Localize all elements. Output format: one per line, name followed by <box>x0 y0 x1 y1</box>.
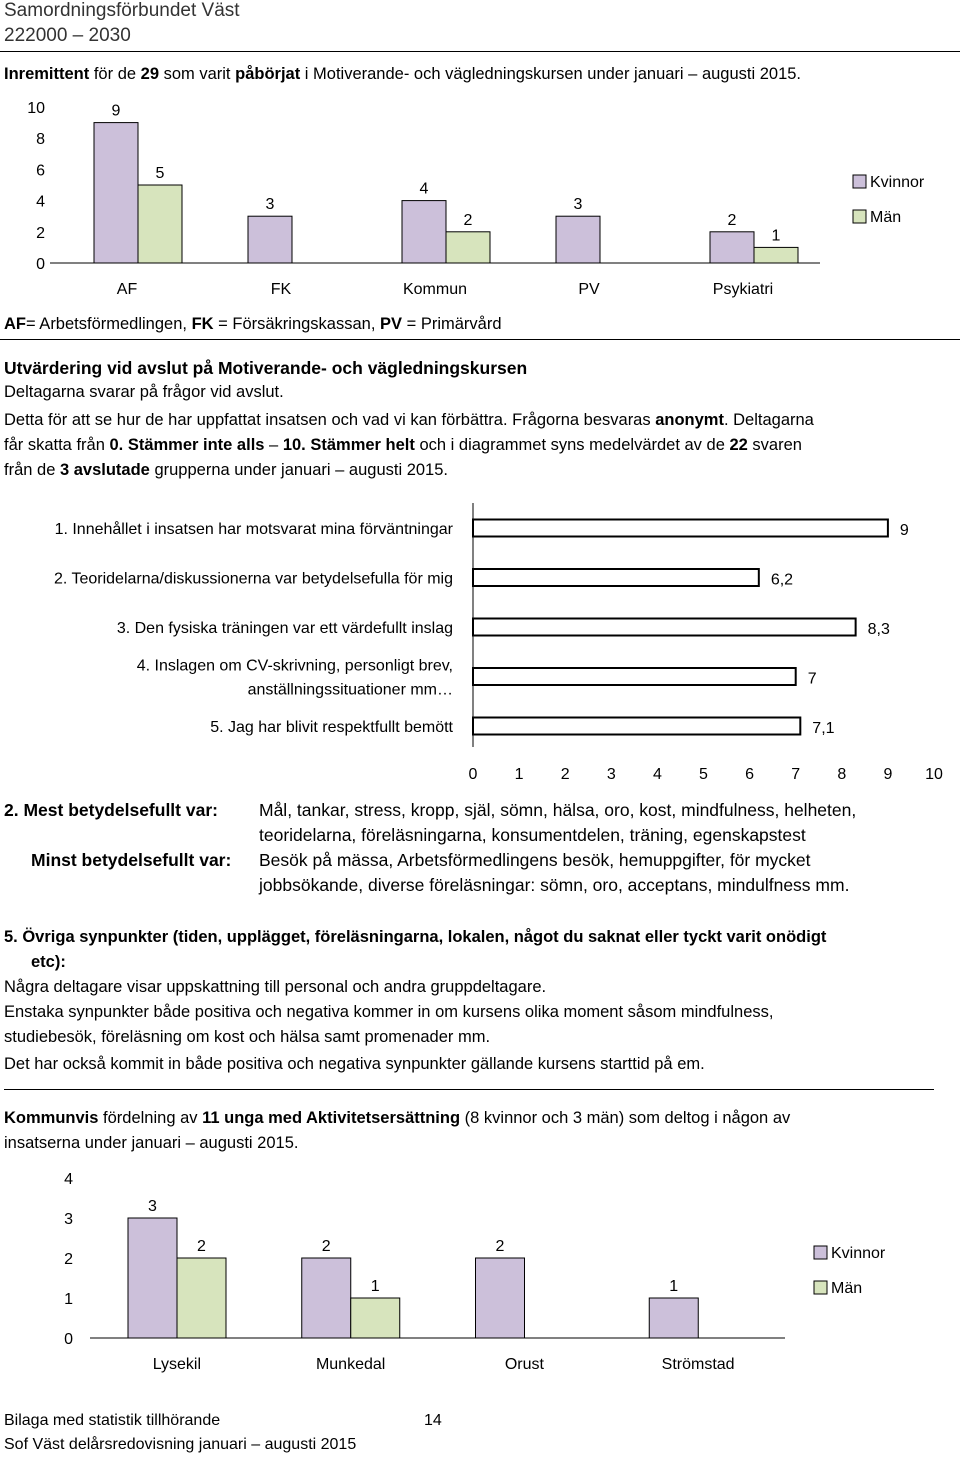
bar-average <box>473 668 796 685</box>
y-tick-label: 2 <box>64 1251 73 1268</box>
data-label: 7 <box>807 670 817 688</box>
legend-swatch-kvinnor <box>814 1246 827 1259</box>
data-label: 2 <box>727 211 737 229</box>
comment-paragraph-3: Det har också kommit in både positiva och negativa synpunkter gällande kursens starttid på em. <box>4 1055 705 1073</box>
category-label: 1. Innehållet i insatsen har motsvarat mina förväntningar <box>54 521 453 538</box>
comment-paragraph-2a: Enstaka synpunkter både positiva och negativa kommer in om kursens olika moment såsom mindfulness, <box>4 1003 774 1021</box>
x-tick-label: 5 <box>699 766 708 783</box>
data-label: 5 <box>155 165 165 182</box>
least-significant-label: Minst betydelsefullt var: <box>31 850 232 870</box>
data-label: 6,2 <box>770 571 794 589</box>
evaluation-line-4: från de 3 avslutade grupperna under januari – augusti 2015. <box>4 461 448 479</box>
abbrev-legend: AF= Arbetsförmedlingen, FK = Försäkringskassan, PV = Primärvård <box>4 315 502 333</box>
category-label: 5. Jag har blivit respektfullt bemött <box>210 719 453 736</box>
y-tick-label: 10 <box>27 100 45 117</box>
x-category-label: Orust <box>504 1356 544 1373</box>
legend-swatch-man <box>814 1281 827 1294</box>
data-label: 1 <box>771 227 781 245</box>
x-tick-label: 9 <box>883 766 893 783</box>
bar-average <box>473 619 856 636</box>
y-tick-label: 3 <box>64 1211 73 1228</box>
bar-man <box>446 232 490 263</box>
x-category-label: Kommun <box>402 281 468 298</box>
x-tick-label: 6 <box>745 766 755 783</box>
y-tick-label: 1 <box>64 1291 73 1308</box>
bar-man <box>754 247 798 263</box>
bar-kvinnor <box>248 216 292 263</box>
bar-average <box>473 520 888 537</box>
comment-paragraph-2b: studiebesök, föreläsning om kost och hälsa samt promenader mm. <box>4 1028 491 1046</box>
legend-label: Män <box>831 1280 863 1297</box>
y-tick-label: 4 <box>64 1171 73 1188</box>
other-comments-heading-2: etc): <box>31 953 66 971</box>
x-category-label: Psykiatri <box>712 281 774 298</box>
category-label: 3. Den fysiska träningen var ett värdefullt inslag <box>116 620 453 637</box>
x-tick-label: 8 <box>837 766 847 783</box>
y-tick-label: 0 <box>36 256 45 273</box>
data-label: 1 <box>370 1278 380 1295</box>
data-label: 9 <box>111 102 121 120</box>
data-label: 2 <box>321 1238 331 1255</box>
data-label: 8,3 <box>867 621 890 638</box>
data-label: 4 <box>419 180 429 198</box>
bar-man <box>138 185 182 263</box>
bar-man <box>177 1258 226 1338</box>
bar-kvinnor <box>128 1218 177 1338</box>
x-category-label: PV <box>578 281 600 298</box>
header-org: Samordningsförbundet Väst <box>4 0 240 21</box>
footer-line-1: Bilaga med statistik tillhörande <box>4 1412 221 1429</box>
x-category-label: Lysekil <box>152 1356 202 1373</box>
comment-paragraph-1: Några deltagare visar uppskattning till personal och andra gruppdeltagare. <box>4 978 547 996</box>
least-significant-text-1: Besök på mässa, Arbetsförmedlingens besök, hemuppgifter, för mycket <box>259 850 811 870</box>
x-tick-label: 1 <box>514 766 524 783</box>
data-label: 3 <box>148 1198 157 1215</box>
evaluation-line-1: Deltagarna svarar på frågor vid avslut. <box>4 383 284 401</box>
data-label: 2 <box>197 1238 206 1255</box>
evaluation-line-3: får skatta från 0. Stämmer inte alls – 10. Stämmer helt och i diagrammet syns medelvärdet av de 22 svaren <box>4 436 802 454</box>
x-category-label: AF <box>116 281 138 298</box>
least-significant-text-2: jobbsökande, diverse föreläsningar: sömn, oro, acceptans, mindulfness mm. <box>259 875 850 895</box>
y-tick-label: 8 <box>36 131 45 149</box>
x-tick-label: 0 <box>468 766 478 783</box>
evaluation-heading: Utvärdering vid avslut på Motiverande- och vägledningskursen <box>4 358 528 378</box>
x-tick-label: 7 <box>791 766 801 783</box>
bar-average <box>473 718 800 735</box>
category-label: 4. Inslagen om CV-skrivning, personligt brev, <box>136 657 453 675</box>
header-divider <box>0 51 960 52</box>
data-label: 1 <box>669 1278 679 1295</box>
municipal-title-1: Kommunvis fördelning av 11 unga med Aktivitetsersättning (8 kvinnor och 3 män) som deltog i någon av <box>4 1109 791 1127</box>
x-category-label: FK <box>270 281 292 298</box>
legend-swatch-kvinnor <box>853 175 866 188</box>
category-label: anställningssituationer mm… <box>247 681 453 699</box>
section-divider-1 <box>0 339 960 340</box>
bar-kvinnor <box>649 1298 698 1338</box>
data-label: 3 <box>573 196 583 214</box>
most-significant-text-2: teoridelarna, föreläsningarna, konsumentdelen, träning, egenskapstest <box>259 825 806 845</box>
page-number: 14 <box>424 1412 442 1429</box>
y-tick-label: 2 <box>36 224 45 242</box>
x-tick-label: 4 <box>652 766 662 783</box>
bar-kvinnor <box>94 123 138 263</box>
referral-chart <box>0 90 960 305</box>
municipal-title-2: insatserna under januari – augusti 2015. <box>4 1134 299 1152</box>
data-label: 3 <box>265 196 275 214</box>
data-label: 2 <box>495 1238 505 1255</box>
bar-kvinnor <box>556 216 600 263</box>
most-significant-text-1: Mål, tankar, stress, kropp, själ, sömn, hälsa, oro, kost, mindfulness, helheten, <box>259 800 857 820</box>
legend-label: Kvinnor <box>870 174 925 191</box>
section-divider-2 <box>4 1089 934 1090</box>
x-tick-label: 2 <box>560 766 570 783</box>
y-tick-label: 4 <box>36 193 45 211</box>
evaluation-line-2: Detta för att se hur de har uppfattat insatsen och vad vi kan förbättra. Frågorna besvaras anonymt. Deltagarna <box>4 411 814 429</box>
bar-man <box>351 1298 400 1338</box>
section1-title: Inremittent för de 29 som varit påbörjat i Motiverande- och vägledningskursen under januari – augusti 2015. <box>4 65 802 83</box>
x-category-label: Munkedal <box>315 1356 386 1373</box>
bar-kvinnor <box>710 232 754 263</box>
legend-label: Män <box>870 209 902 226</box>
y-tick-label: 0 <box>64 1331 73 1348</box>
legend-swatch-man <box>853 210 866 223</box>
data-label: 2 <box>463 211 473 229</box>
data-label: 7,1 <box>812 720 835 737</box>
bar-average <box>473 569 759 586</box>
other-comments-heading-1: 5. Övriga synpunkter (tiden, upplägget, föreläsningarna, lokalen, något du saknat eller tyckt varit onödigt <box>4 928 827 946</box>
legend-label: Kvinnor <box>831 1245 886 1262</box>
header-period: 222000 – 2030 <box>4 25 131 46</box>
evaluation-chart <box>0 500 960 790</box>
x-tick-label: 10 <box>925 766 943 783</box>
x-tick-label: 3 <box>606 766 616 783</box>
bar-kvinnor <box>302 1258 351 1338</box>
x-category-label: Strömstad <box>661 1356 735 1373</box>
municipal-chart <box>0 1160 960 1385</box>
y-tick-label: 6 <box>36 162 45 180</box>
category-label: 2. Teoridelarna/diskussionerna var betydelsefulla för mig <box>53 570 453 588</box>
bar-kvinnor <box>476 1258 525 1338</box>
most-significant-label: 2. Mest betydelsefullt var: <box>4 800 218 820</box>
footer-line-2: Sof Väst delårsredovisning januari – augusti 2015 <box>4 1436 357 1453</box>
data-label: 9 <box>899 522 909 539</box>
bar-kvinnor <box>402 201 446 263</box>
